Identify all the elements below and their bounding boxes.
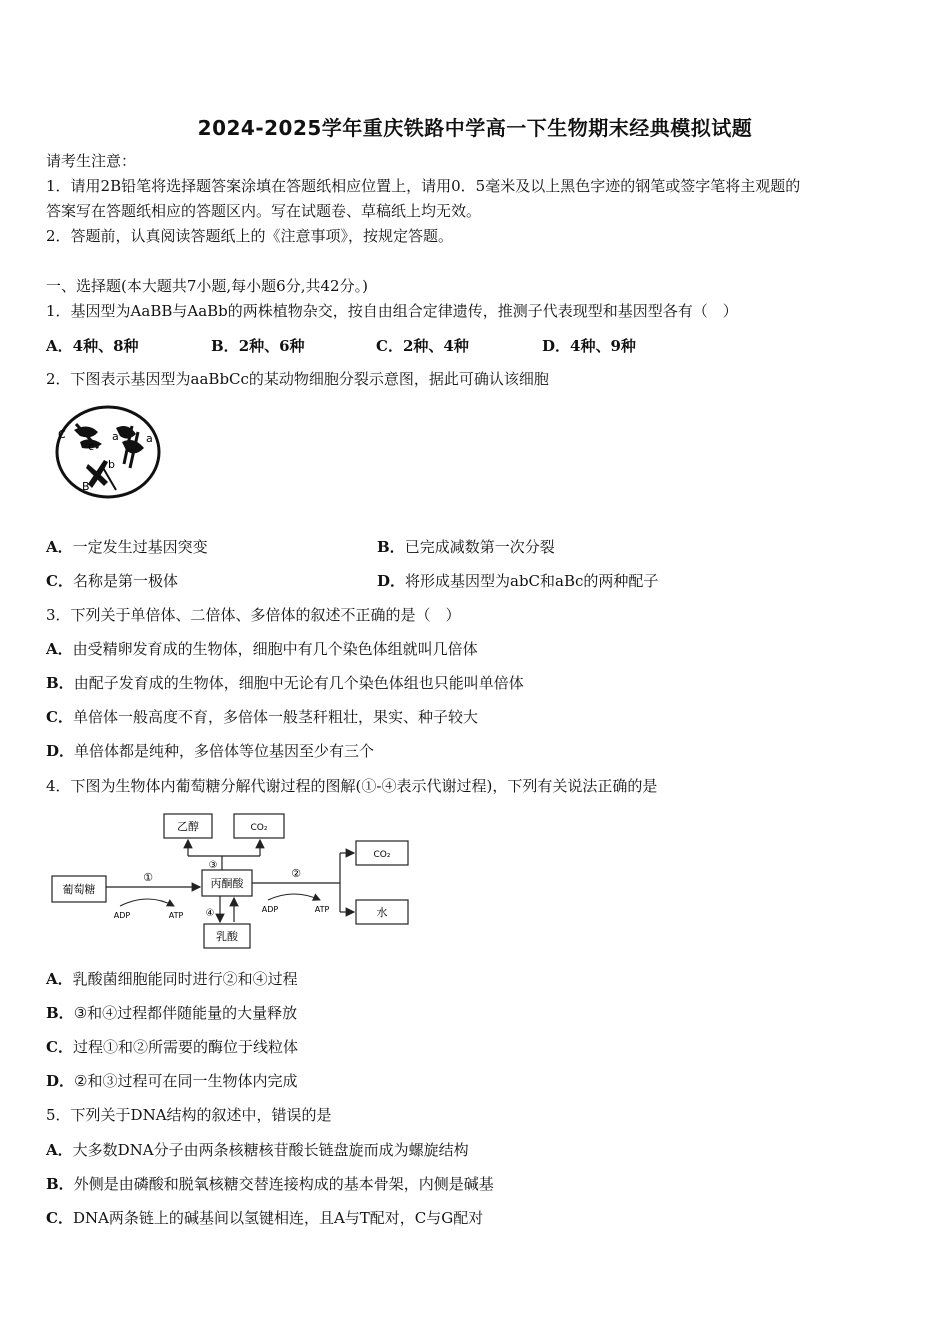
pyruvate-label: 丙酮酸 (210, 877, 244, 890)
question-1-option-a: A．4种、8种 (46, 337, 139, 355)
cell-division-figure (52, 402, 167, 504)
figure-label-b: b (108, 458, 115, 471)
question-4-option-c: C．过程①和②所需要的酶位于线粒体 (46, 1038, 298, 1056)
co2-right-label: CO₂ (373, 850, 391, 860)
question-2-option-c: C．名称是第一极体 (46, 572, 178, 590)
ethanol-label: 乙醇 (177, 820, 199, 833)
question-1-option-c: C．2种、4种 (376, 337, 469, 355)
step-3-label: ③ (208, 860, 218, 871)
atp-2-label: ATP (314, 905, 330, 914)
adp-1-label: ADP (113, 911, 131, 920)
question-1-option-b: B．2种、6种 (211, 337, 305, 355)
atp-1-label: ATP (168, 911, 184, 920)
figure-label-B: B (82, 480, 90, 493)
question-1-stem: 1．基因型为AaBB与AaBb的两株植物杂交，按自由组合定律遗传，推测子代表现型和基因型各有（ ） (46, 302, 738, 320)
question-5-option-c: C．DNA两条链上的碱基间以氢键相连，且A与T配对，C与G配对 (46, 1209, 484, 1227)
question-3-option-a: A．由受精卵发育成的生物体，细胞中有几个染色体组就叫几倍体 (46, 640, 478, 658)
question-5-stem: 5．下列关于DNA结构的叙述中，错误的是 (46, 1106, 332, 1124)
question-3-option-d: D．单倍体都是纯种，多倍体等位基因至少有三个 (46, 742, 375, 760)
glucose-label: 葡萄糖 (62, 883, 96, 896)
section-heading: 一、选择题(本大题共7小题,每小题6分,共42分。) (46, 277, 368, 295)
page-title: 2024-2025学年重庆铁路中学高一下生物期末经典模拟试题 (197, 116, 753, 140)
question-3-option-b: B．由配子发育成的生物体，细胞中无论有几个染色体组也只能叫单倍体 (46, 674, 524, 692)
question-2-stem: 2．下图表示基因型为aaBbCc的某动物细胞分裂示意图，据此可确认该细胞 (46, 370, 549, 388)
question-5-option-a: A．大多数DNA分子由两条核糖核苷酸长链盘旋而成为螺旋结构 (46, 1141, 469, 1159)
figure-label-a-right: a (146, 432, 153, 445)
question-1-option-d: D．4种、9种 (542, 337, 636, 355)
question-4-option-d: D．②和③过程可在同一生物体内完成 (46, 1072, 298, 1090)
notice-item-2: 2．答题前，认真阅读答题纸上的《注意事项》，按规定答题。 (46, 227, 454, 245)
step-1-label: ① (143, 871, 153, 884)
adp-2-label: ADP (261, 905, 279, 914)
question-1-options (46, 335, 926, 355)
question-2-option-a: A．一定发生过基因突变 (46, 538, 208, 556)
question-3-stem: 3．下列关于单倍体、二倍体、多倍体的叙述不正确的是（ ） (46, 606, 461, 624)
question-3-option-c: C．单倍体一般高度不育，多倍体一般茎秆粗壮，果实、种子较大 (46, 708, 478, 726)
question-5-option-b: B．外侧是由磷酸和脱氧核糖交替连接构成的基本骨架，内侧是碱基 (46, 1175, 494, 1193)
figure-label-a-left: a (112, 430, 119, 443)
notice-item-1-line-2: 答案写在答题纸相应的答题区内。写在试题卷、草稿纸上均无效。 (46, 202, 482, 220)
water-label: 水 (376, 906, 388, 919)
question-4-option-a: A．乳酸菌细胞能同时进行②和④过程 (46, 970, 298, 988)
figure-label-C: C (58, 428, 66, 441)
step-4-label: ④ (205, 908, 215, 919)
glucose-metabolism-diagram (40, 808, 420, 958)
figure-label-c: c (88, 440, 95, 453)
step-2-label: ② (291, 867, 301, 880)
co2-top-label: CO₂ (250, 823, 268, 833)
notice-item-1-line-1: 1．请用2B铅笔将选择题答案涂填在答题纸相应位置上，请用0．5毫米及以上黑色字迹的钢笔或签字笔将主观题的 (46, 177, 801, 195)
lactic-label: 乳酸 (216, 930, 238, 943)
question-4-stem: 4．下图为生物体内葡萄糖分解代谢过程的图解(①-④表示代谢过程)，下列有关说法正确的是 (46, 777, 658, 795)
notice-heading: 请考生注意： (46, 152, 137, 170)
question-2-option-d: D．将形成基因型为abC和aBc的两种配子 (377, 572, 659, 590)
question-2-option-b: B．已完成减数第一次分裂 (377, 538, 555, 556)
question-4-option-b: B．③和④过程都伴随能量的大量释放 (46, 1004, 298, 1022)
